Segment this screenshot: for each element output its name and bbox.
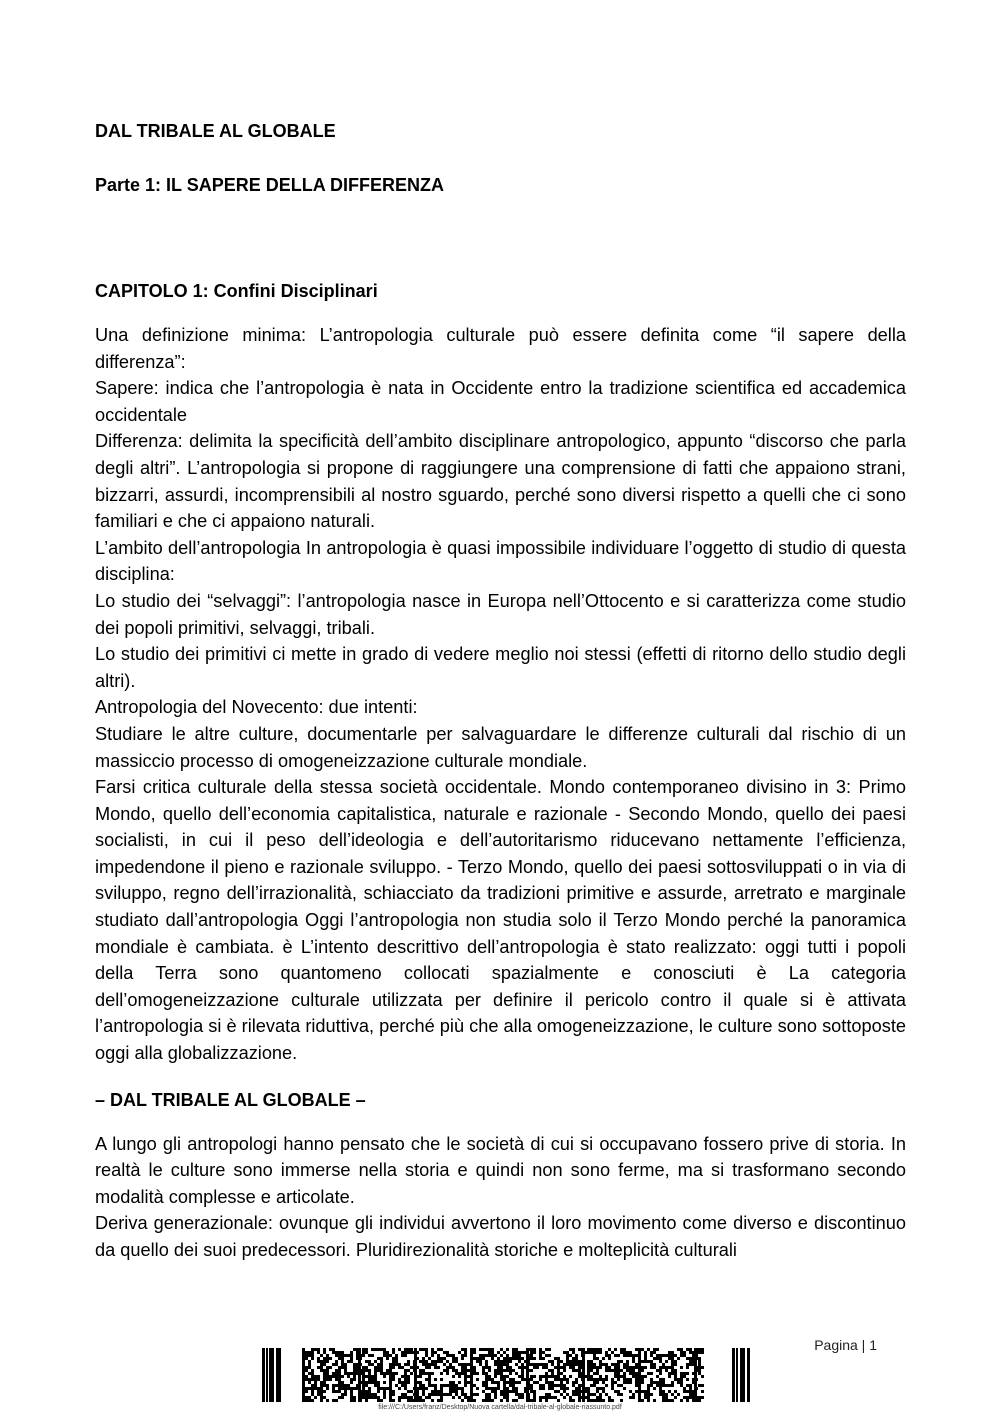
chapter-heading: CAPITOLO 1: Confini Disciplinari bbox=[95, 281, 378, 301]
page-content bbox=[95, 118, 906, 1264]
paragraph: Sapere: indica che l’antropologia è nata in Occidente entro la tradizione scientifica ed accademica occidentale bbox=[95, 378, 906, 425]
paragraph: Antropologia del Novecento: due intenti: bbox=[95, 697, 418, 718]
paragraph: Una definizione minima: L’antropologia culturale può essere definita come “il sapere della differenza”: bbox=[95, 325, 906, 372]
paragraph: Studiare le altre culture, documentarle per salvaguardare le differenze culturali dal rischio di un massiccio processo di omogeneizzazione culturale mondiale. bbox=[95, 723, 906, 771]
part-heading: Parte 1: IL SAPERE DELLA DIFFERENZA bbox=[95, 175, 445, 195]
paragraph: A lungo gli antropologi hanno pensato che le società di cui si occupavano fossero prive di storia. In realtà le culture sono immerse nella storia e quindi non sono ferme, ma si trasformano secondo modalità complesse e articolate. bbox=[95, 1133, 906, 1207]
file-path: file:///C:/Users/franz/Desktop/Nuova cartella/dal-tribale-al-globale-riassunto.pdf bbox=[378, 1404, 622, 1411]
chapter-body bbox=[95, 322, 906, 1067]
paragraph: Differenza: delimita la specificità dell’ambito disciplinare antropologico, appunto “discorso che parla degli altri”. L’antropologia si propone di raggiungere una comprensione di fatti che appaiono strani, bizzarri, assurdi, incomprensibili al nostro sguardo, perché sono diversi rispetto a quelli che ci sono familiari e che ci appaiono naturali. bbox=[95, 431, 906, 532]
paragraph: Lo studio dei “selvaggi”: l’antropologia nasce in Europa nell’Ottocento e si caratterizza come studio dei popoli primitivi, selvaggi, tribali. bbox=[95, 590, 906, 638]
document-title: DAL TRIBALE AL GLOBALE bbox=[95, 121, 336, 141]
paragraph: L’ambito dell’antropologia In antropologia è quasi impossibile individuare l’oggetto di studio di questa disciplina: bbox=[95, 537, 906, 585]
page-number: Pagina | 1 bbox=[814, 1337, 877, 1353]
section-heading: – DAL TRIBALE AL GLOBALE – bbox=[95, 1089, 366, 1110]
paragraph: Farsi critica culturale della stessa società occidentale. Mondo contemporaneo divisino in 3: Primo Mondo, quello dell’economia capitalistica, naturale e razionale - Secondo Mondo, quello dei paesi socialisti, in cui il peso dell’ideologia e dell’autoritarismo riducevano nettamente l’efficienza, impedendone il pieno e razionale sviluppo. - Terzo Mondo, quello dei paesi sottosviluppati o in via di sviluppo, regno dell’irrazionalità, schiacciato da tradizioni primitive e assurde, arretrato e marginale studiato dall’antropologia Oggi l’antropologia non studia solo il Terzo Mondo perché la panoramica mondiale è cambiata. è L’intento descrittivo dell’antropologia è stato realizzato: oggi tutti i popoli della Terra sono quantomeno collocati spazialmente e conosciuti è La categoria dell’omogeneizzazione culturale utilizzata per definire il pericolo contro il quale si è attivata l’antropologia si è rilevata riduttiva, perché più che alla omogeneizzazione, le culture sono sottoposte oggi alla globalizzazione. bbox=[95, 777, 906, 1064]
paragraph: Lo studio dei primitivi ci mette in grado di vedere meglio noi stessi (effetti di ritorno dello studio degli altri). bbox=[95, 644, 906, 691]
barcode-image bbox=[262, 1348, 752, 1402]
paragraph: Deriva generazionale: ovunque gli individui avvertono il loro movimento come diverso e discontinuo da quello dei suoi predecessori. Pluridirezionalità storiche e molteplicità culturali bbox=[95, 1213, 906, 1260]
section-body bbox=[95, 1131, 906, 1264]
